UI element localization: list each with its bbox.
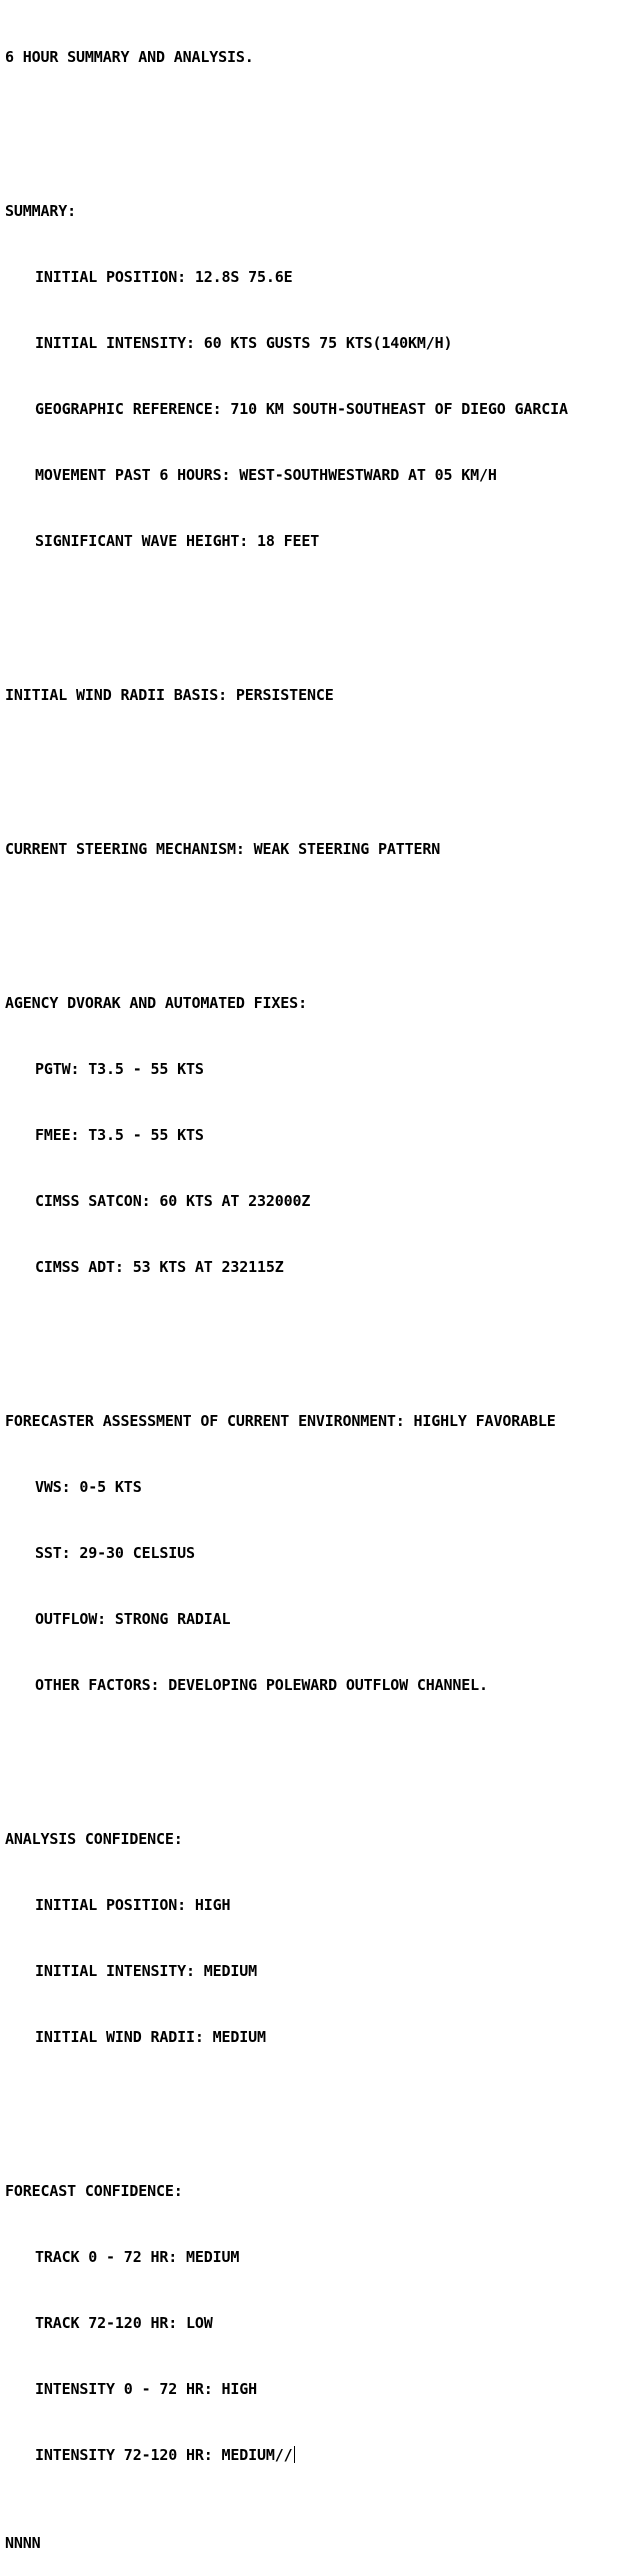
forecast-confidence-intensity-72-120-row (5, 2444, 641, 2466)
analysis-confidence-title: ANALYSIS CONFIDENCE: (5, 1830, 183, 1848)
forecast-confidence-track-72-120: TRACK 72-120 HR: LOW (35, 2314, 213, 2332)
spacer (5, 750, 641, 772)
steering-mechanism: CURRENT STEERING MECHANISM: WEAK STEERING PATTERN (5, 840, 441, 858)
summary-initial-position: INITIAL POSITION: 12.8S 75.6E (35, 268, 293, 286)
spacer (5, 1322, 641, 1344)
analysis-confidence-initial-position: INITIAL POSITION: HIGH (35, 1896, 231, 1914)
bulletin-document (5, 2, 641, 2576)
spacer (5, 596, 641, 618)
summary-wave-height: SIGNIFICANT WAVE HEIGHT: 18 FEET (35, 532, 320, 550)
spacer (5, 2092, 641, 2114)
spacer (5, 904, 641, 926)
environment-other-factors: OTHER FACTORS: DEVELOPING POLEWARD OUTFLOW CHANNEL. (35, 1676, 488, 1694)
environment-sst: SST: 29-30 CELSIUS (35, 1544, 195, 1562)
summary-movement: MOVEMENT PAST 6 HOURS: WEST-SOUTHWESTWARD AT 05 KM/H (35, 466, 497, 484)
dvorak-title: AGENCY DVORAK AND AUTOMATED FIXES: (5, 994, 307, 1012)
environment-title: FORECASTER ASSESSMENT OF CURRENT ENVIRONMENT: HIGHLY FAVORABLE (5, 1412, 556, 1430)
document-header: 6 HOUR SUMMARY AND ANALYSIS. (5, 48, 254, 66)
wind-radii-basis: INITIAL WIND RADII BASIS: PERSISTENCE (5, 686, 334, 704)
spacer (5, 1740, 641, 1762)
dvorak-fmee: FMEE: T3.5 - 55 KTS (35, 1126, 204, 1144)
summary-geographic-reference: GEOGRAPHIC REFERENCE: 710 KM SOUTH-SOUTHEAST OF DIEGO GARCIA (35, 400, 568, 418)
forecast-confidence-track-0-72: TRACK 0 - 72 HR: MEDIUM (35, 2248, 240, 2266)
environment-vws: VWS: 0-5 KTS (35, 1478, 142, 1496)
analysis-confidence-initial-wind-radii: INITIAL WIND RADII: MEDIUM (35, 2028, 266, 2046)
text-cursor (294, 2446, 295, 2463)
dvorak-cimss-satcon: CIMSS SATCON: 60 KTS AT 232000Z (35, 1192, 311, 1210)
forecast-confidence-intensity-72-120: INTENSITY 72-120 HR: MEDIUM// (35, 2446, 293, 2464)
spacer (5, 112, 641, 134)
environment-outflow: OUTFLOW: STRONG RADIAL (35, 1610, 231, 1628)
forecast-confidence-title: FORECAST CONFIDENCE: (5, 2182, 183, 2200)
summary-title: SUMMARY: (5, 202, 77, 220)
analysis-confidence-initial-intensity: INITIAL INTENSITY: MEDIUM (35, 1962, 258, 1980)
forecast-confidence-intensity-0-72: INTENSITY 0 - 72 HR: HIGH (35, 2380, 258, 2398)
document-footer: NNNN (5, 2534, 41, 2552)
summary-initial-intensity: INITIAL INTENSITY: 60 KTS GUSTS 75 KTS(140KM/H) (35, 334, 453, 352)
dvorak-cimss-adt: CIMSS ADT: 53 KTS AT 232115Z (35, 1258, 284, 1276)
dvorak-pgtw: PGTW: T3.5 - 55 KTS (35, 1060, 204, 1078)
